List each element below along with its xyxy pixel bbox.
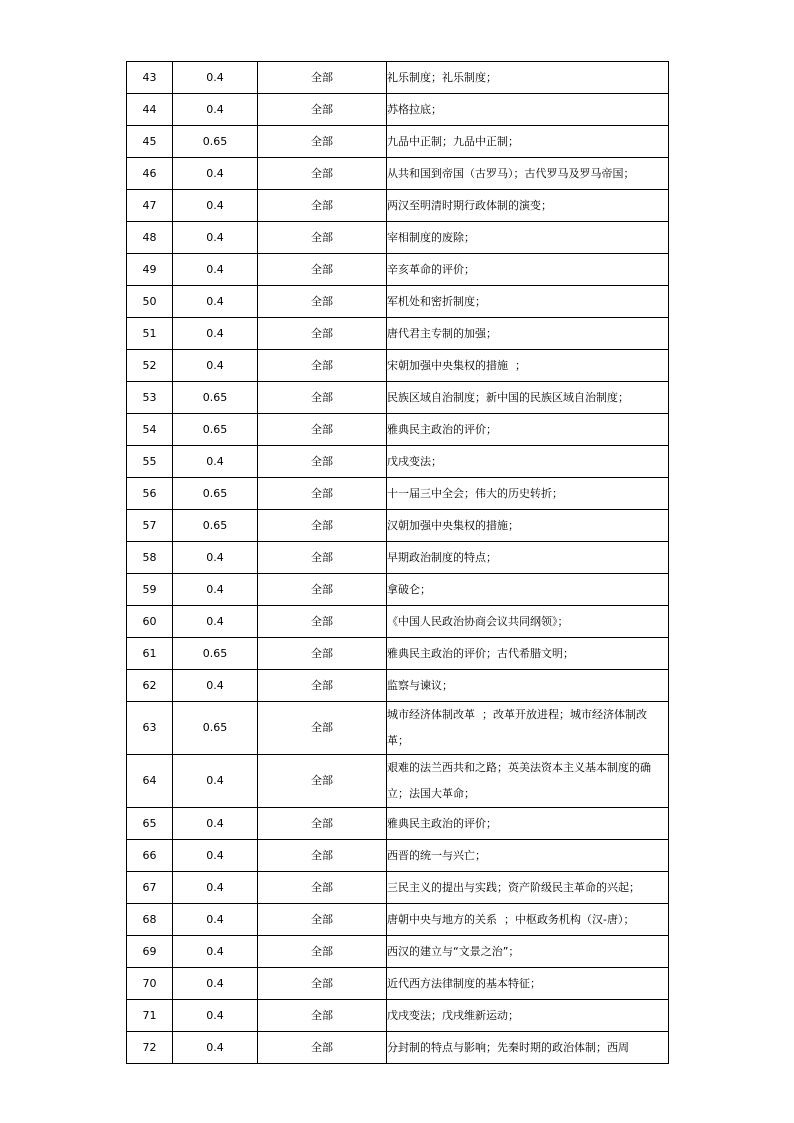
table-row bbox=[127, 904, 669, 936]
knowledge-point-cell: 十一届三中全会；伟大的历史转折； bbox=[387, 478, 669, 510]
scope-cell: 全部 bbox=[258, 542, 387, 574]
scope-cell: 全部 bbox=[258, 286, 387, 318]
scope-cell: 全部 bbox=[258, 638, 387, 670]
weight-cell: 0.4 bbox=[173, 808, 258, 840]
knowledge-point-cell: 唐朝中央与地方的关系 ；中枢政务机构（汉-唐）； bbox=[387, 904, 669, 936]
knowledge-point-cell: 宋朝加强中央集权的措施 ； bbox=[387, 350, 669, 382]
question-number-cell: 59 bbox=[127, 574, 173, 606]
question-number-cell: 70 bbox=[127, 968, 173, 1000]
table-row bbox=[127, 222, 669, 254]
table-row bbox=[127, 1000, 669, 1032]
weight-cell: 0.4 bbox=[173, 574, 258, 606]
scope-cell: 全部 bbox=[258, 350, 387, 382]
scope-cell: 全部 bbox=[258, 702, 387, 755]
scope-cell: 全部 bbox=[258, 1032, 387, 1064]
knowledge-point-cell: 军机处和密折制度； bbox=[387, 286, 669, 318]
table-row bbox=[127, 94, 669, 126]
table-row bbox=[127, 574, 669, 606]
scope-cell: 全部 bbox=[258, 382, 387, 414]
knowledge-point-cell: 从共和国到帝国（古罗马）；古代罗马及罗马帝国； bbox=[387, 158, 669, 190]
table-row bbox=[127, 968, 669, 1000]
weight-cell: 0.4 bbox=[173, 542, 258, 574]
weight-cell: 0.4 bbox=[173, 158, 258, 190]
weight-cell: 0.65 bbox=[173, 510, 258, 542]
table-row bbox=[127, 62, 669, 94]
question-number-cell: 51 bbox=[127, 318, 173, 350]
weight-cell: 0.65 bbox=[173, 478, 258, 510]
question-number-cell: 68 bbox=[127, 904, 173, 936]
question-number-cell: 58 bbox=[127, 542, 173, 574]
question-number-cell: 60 bbox=[127, 606, 173, 638]
table-body bbox=[127, 62, 669, 1064]
table-row bbox=[127, 936, 669, 968]
knowledge-point-cell: 监察与谏议； bbox=[387, 670, 669, 702]
weight-cell: 0.4 bbox=[173, 222, 258, 254]
knowledge-point-cell: 近代西方法律制度的基本特征； bbox=[387, 968, 669, 1000]
scope-cell: 全部 bbox=[258, 318, 387, 350]
table-row bbox=[127, 126, 669, 158]
knowledge-point-cell: 宰相制度的废除； bbox=[387, 222, 669, 254]
table-row bbox=[127, 510, 669, 542]
weight-cell: 0.4 bbox=[173, 670, 258, 702]
scope-cell: 全部 bbox=[258, 840, 387, 872]
scope-cell: 全部 bbox=[258, 1000, 387, 1032]
weight-cell: 0.65 bbox=[173, 382, 258, 414]
knowledge-point-cell: 分封制的特点与影响；先秦时期的政治体制；西周 bbox=[387, 1032, 669, 1064]
scope-cell: 全部 bbox=[258, 158, 387, 190]
knowledge-point-cell: 戊戌变法； bbox=[387, 446, 669, 478]
table-row bbox=[127, 478, 669, 510]
scope-cell: 全部 bbox=[258, 606, 387, 638]
scope-cell: 全部 bbox=[258, 126, 387, 158]
weight-cell: 0.4 bbox=[173, 968, 258, 1000]
table-row bbox=[127, 414, 669, 446]
question-number-cell: 49 bbox=[127, 254, 173, 286]
question-number-cell: 52 bbox=[127, 350, 173, 382]
weight-cell: 0.4 bbox=[173, 94, 258, 126]
knowledge-point-cell: 雅典民主政治的评价； bbox=[387, 808, 669, 840]
table-row bbox=[127, 702, 669, 755]
table-row bbox=[127, 542, 669, 574]
table-row bbox=[127, 1032, 669, 1064]
table-row bbox=[127, 755, 669, 808]
scope-cell: 全部 bbox=[258, 904, 387, 936]
weight-cell: 0.4 bbox=[173, 318, 258, 350]
weight-cell: 0.4 bbox=[173, 1000, 258, 1032]
table-row bbox=[127, 606, 669, 638]
weight-cell: 0.4 bbox=[173, 840, 258, 872]
question-number-cell: 57 bbox=[127, 510, 173, 542]
weight-cell: 0.4 bbox=[173, 446, 258, 478]
table-row bbox=[127, 318, 669, 350]
table-row bbox=[127, 446, 669, 478]
question-number-cell: 50 bbox=[127, 286, 173, 318]
question-number-cell: 45 bbox=[127, 126, 173, 158]
scope-cell: 全部 bbox=[258, 222, 387, 254]
knowledge-point-cell: 两汉至明清时期行政体制的演变； bbox=[387, 190, 669, 222]
knowledge-point-cell: 苏格拉底； bbox=[387, 94, 669, 126]
question-number-cell: 48 bbox=[127, 222, 173, 254]
knowledge-point-cell: 三民主义的提出与实践；资产阶级民主革命的兴起； bbox=[387, 872, 669, 904]
weight-cell: 0.4 bbox=[173, 350, 258, 382]
question-number-cell: 61 bbox=[127, 638, 173, 670]
scope-cell: 全部 bbox=[258, 254, 387, 286]
scope-cell: 全部 bbox=[258, 808, 387, 840]
question-number-cell: 67 bbox=[127, 872, 173, 904]
question-number-cell: 62 bbox=[127, 670, 173, 702]
scope-cell: 全部 bbox=[258, 94, 387, 126]
question-number-cell: 53 bbox=[127, 382, 173, 414]
weight-cell: 0.65 bbox=[173, 638, 258, 670]
scope-cell: 全部 bbox=[258, 446, 387, 478]
table-row bbox=[127, 350, 669, 382]
scope-cell: 全部 bbox=[258, 755, 387, 808]
scope-cell: 全部 bbox=[258, 968, 387, 1000]
knowledge-point-cell: 辛亥革命的评价； bbox=[387, 254, 669, 286]
scope-cell: 全部 bbox=[258, 574, 387, 606]
weight-cell: 0.4 bbox=[173, 190, 258, 222]
question-number-cell: 69 bbox=[127, 936, 173, 968]
weight-cell: 0.4 bbox=[173, 254, 258, 286]
weight-cell: 0.65 bbox=[173, 126, 258, 158]
knowledge-point-cell: 城市经济体制改革 ；改革开放进程；城市经济体制改革； bbox=[387, 702, 669, 755]
knowledge-point-cell: 雅典民主政治的评价； bbox=[387, 414, 669, 446]
weight-cell: 0.4 bbox=[173, 1032, 258, 1064]
table-row bbox=[127, 158, 669, 190]
scope-cell: 全部 bbox=[258, 62, 387, 94]
question-number-cell: 54 bbox=[127, 414, 173, 446]
scope-cell: 全部 bbox=[258, 670, 387, 702]
scope-cell: 全部 bbox=[258, 936, 387, 968]
weight-cell: 0.4 bbox=[173, 872, 258, 904]
weight-cell: 0.4 bbox=[173, 936, 258, 968]
weight-cell: 0.65 bbox=[173, 414, 258, 446]
table-row bbox=[127, 840, 669, 872]
table-row bbox=[127, 638, 669, 670]
question-number-cell: 44 bbox=[127, 94, 173, 126]
table-row bbox=[127, 190, 669, 222]
knowledge-point-cell: 拿破仑； bbox=[387, 574, 669, 606]
knowledge-point-cell: 汉朝加强中央集权的措施； bbox=[387, 510, 669, 542]
scope-cell: 全部 bbox=[258, 414, 387, 446]
knowledge-point-cell: 礼乐制度；礼乐制度； bbox=[387, 62, 669, 94]
knowledge-point-cell: 艰难的法兰西共和之路；英美法资本主义基本制度的确立；法国大革命； bbox=[387, 755, 669, 808]
question-number-cell: 63 bbox=[127, 702, 173, 755]
question-number-cell: 55 bbox=[127, 446, 173, 478]
question-number-cell: 64 bbox=[127, 755, 173, 808]
question-table bbox=[126, 61, 669, 1064]
knowledge-point-cell: 西晋的统一与兴亡； bbox=[387, 840, 669, 872]
table-row bbox=[127, 808, 669, 840]
weight-cell: 0.4 bbox=[173, 606, 258, 638]
question-number-cell: 65 bbox=[127, 808, 173, 840]
scope-cell: 全部 bbox=[258, 510, 387, 542]
knowledge-point-cell: 《中国人民政治协商会议共同纲领》； bbox=[387, 606, 669, 638]
question-number-cell: 47 bbox=[127, 190, 173, 222]
weight-cell: 0.4 bbox=[173, 286, 258, 318]
knowledge-point-cell: 雅典民主政治的评价；古代希腊文明； bbox=[387, 638, 669, 670]
question-number-cell: 46 bbox=[127, 158, 173, 190]
scope-cell: 全部 bbox=[258, 872, 387, 904]
knowledge-point-cell: 戊戌变法；戊戌维新运动； bbox=[387, 1000, 669, 1032]
question-number-cell: 43 bbox=[127, 62, 173, 94]
weight-cell: 0.65 bbox=[173, 702, 258, 755]
scope-cell: 全部 bbox=[258, 190, 387, 222]
question-number-cell: 66 bbox=[127, 840, 173, 872]
table-row bbox=[127, 254, 669, 286]
weight-cell: 0.4 bbox=[173, 755, 258, 808]
knowledge-point-cell: 九品中正制；九品中正制； bbox=[387, 126, 669, 158]
table-row bbox=[127, 872, 669, 904]
question-number-cell: 56 bbox=[127, 478, 173, 510]
knowledge-point-cell: 西汉的建立与“文景之治”； bbox=[387, 936, 669, 968]
table-row bbox=[127, 670, 669, 702]
weight-cell: 0.4 bbox=[173, 904, 258, 936]
table-row bbox=[127, 382, 669, 414]
table-row bbox=[127, 286, 669, 318]
knowledge-point-cell: 早期政治制度的特点； bbox=[387, 542, 669, 574]
knowledge-point-cell: 唐代君主专制的加强； bbox=[387, 318, 669, 350]
question-number-cell: 72 bbox=[127, 1032, 173, 1064]
question-number-cell: 71 bbox=[127, 1000, 173, 1032]
weight-cell: 0.4 bbox=[173, 62, 258, 94]
knowledge-point-cell: 民族区域自治制度；新中国的民族区域自治制度； bbox=[387, 382, 669, 414]
scope-cell: 全部 bbox=[258, 478, 387, 510]
